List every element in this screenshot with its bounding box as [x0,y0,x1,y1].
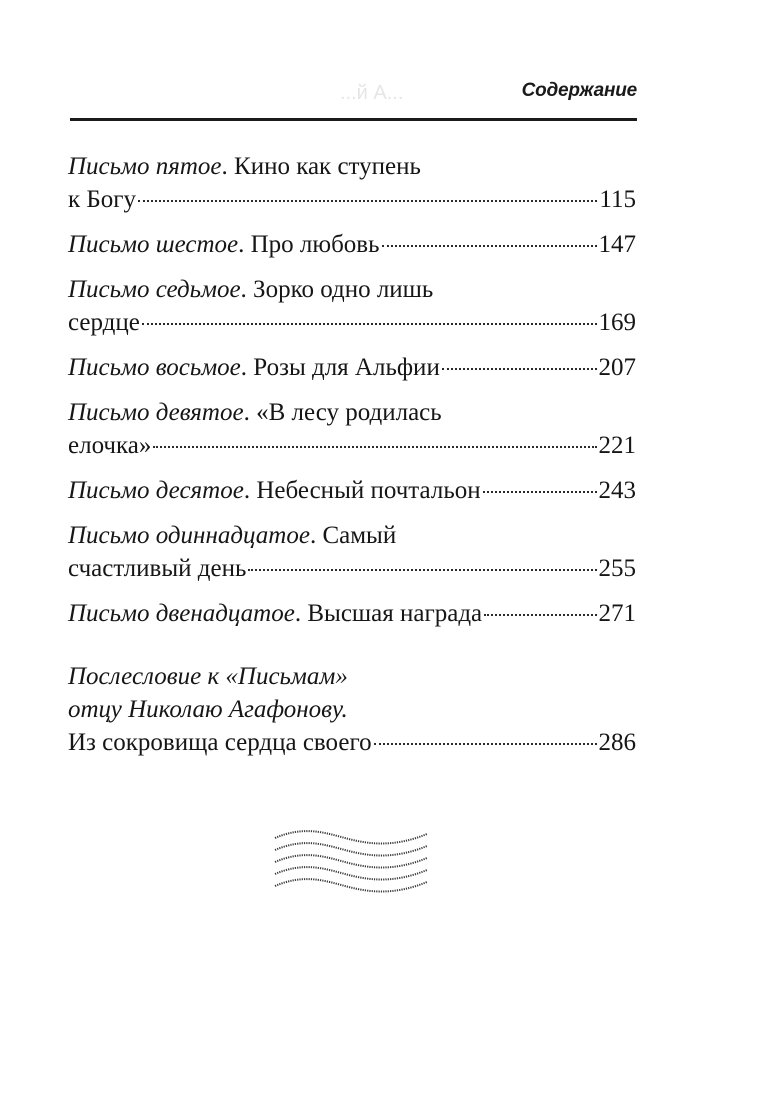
dot-leader [138,200,597,202]
wavy-lines-ornament-icon [273,828,429,894]
afterword-line-2: отцу Николаю Агафонову. [68,696,348,723]
entry-title-cont: елочка» [68,432,152,459]
page-number: 221 [598,432,636,459]
entry-title: Зорко одно лишь [253,276,434,303]
page-number: 255 [598,555,636,582]
toc-entry[interactable]: Письмо девятое . «В лесу родилась елочка» 221 [68,396,636,462]
entry-label: Письмо девятое [68,399,244,426]
page-number: 207 [598,354,636,381]
toc-entry[interactable]: Письмо двенадцатое . Высшая награда 271 [68,597,636,630]
entry-label: Письмо одиннадцатое [68,522,310,549]
running-head: Содержание [521,80,637,101]
entry-title: Высшая награда [307,600,483,627]
dot-leader [484,614,596,616]
page-number: 169 [598,309,636,336]
dot-leader [483,491,597,493]
toc-entry[interactable]: Письмо десятое . Небесный почтальон 243 [68,474,636,507]
entry-label: Письмо восьмое [68,354,241,381]
toc-entry[interactable]: Письмо шестое . Про любовь 147 [68,228,636,261]
toc-entry[interactable]: Письмо одиннадцатое . Самый счастливый день 255 [68,519,636,585]
entry-label: Письмо пятое [68,153,222,180]
page-number: 243 [598,477,636,504]
entry-label: Письмо седьмое [68,276,241,303]
dot-leader [442,368,597,370]
entry-title-cont: сердце [68,309,140,336]
entry-title: Из сокровища сердца своего [68,729,372,756]
entry-title: Розы для Альфии [253,354,440,381]
entry-title: Небесный почтальон [256,477,481,504]
page-number: 147 [598,231,636,258]
entry-title: Про любовь [250,231,380,258]
entry-title: Самый [322,522,397,549]
entry-label: Письмо десятое [68,477,244,504]
header-rule [70,118,637,121]
entry-title: «В лесу родилась [256,399,442,426]
page-number: 286 [598,729,636,756]
dot-leader [153,446,596,448]
entry-label: Письмо шестое [68,231,239,258]
toc-entry[interactable]: Письмо пятое . Кино как ступень к Богу 115 [68,150,636,216]
dot-leader [382,245,597,247]
entry-title-cont: счастливый день [68,555,247,582]
toc-entry[interactable]: Письмо седьмое . Зорко одно лишь сердце 169 [68,273,636,339]
table-of-contents [68,150,636,771]
dot-leader [142,323,597,325]
entry-title: Кино как ступень [234,153,421,180]
show-through-text: ...й А... [340,82,404,104]
afterword-line-1: Послесловие к «Письмам» [68,663,348,690]
entry-label: Письмо двенадцатое [68,600,295,627]
page-number: 271 [598,600,636,627]
toc-entry-afterword[interactable] [68,660,636,759]
page-number: 115 [599,186,636,213]
toc-entry[interactable]: Письмо восьмое . Розы для Альфии 207 [68,351,636,384]
dot-leader [374,743,597,745]
dot-leader [248,569,596,571]
entry-title-cont: к Богу [68,186,137,213]
